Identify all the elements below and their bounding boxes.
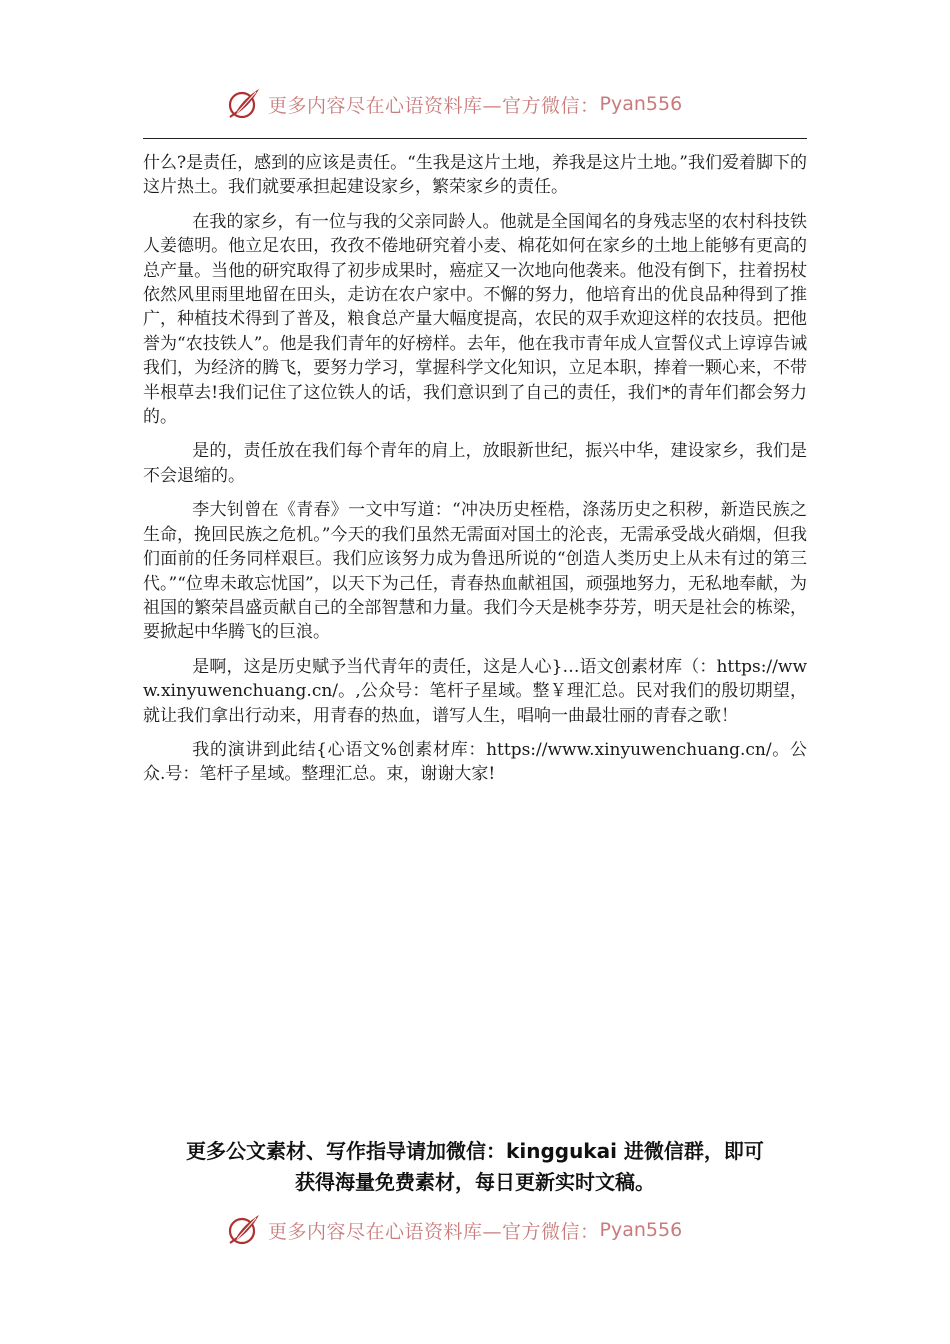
- paragraph: 是啊，这是历史赋予当代青年的责任，这是人心}…语文创素材库（：https://www.xinyuwenchuang.cn/。,公众号：笔杆子星域。整￥理汇总。民对我们的殷切期望，就让我们拿出行动来，用青春的热血，谱写人生，唱响一曲最壮丽的青春之歌！: [143, 656, 807, 726]
- footer-brand-id: Pyan556: [599, 1219, 683, 1241]
- header-divider: [143, 138, 807, 139]
- promo-line: 获得海量免费素材，每日更新实时文稿。: [295, 1170, 655, 1194]
- footer-brand-text: 更多内容尽在心语资料库—官方微信：: [268, 1220, 600, 1243]
- feather-pen-icon: [226, 86, 262, 122]
- paragraph: 什么?是责任，感到的应该是责任。“生我是这片土地，养我是这片土地。”我们爱着脚下的这片热土。我们就要承担起建设家乡，繁荣家乡的责任。: [143, 153, 807, 198]
- paragraph: 我的演讲到此结{心语文%创素材库：https://www.xinyuwenchuang.cn/。公众.号：笔杆子星域。整理汇总。束，谢谢大家!: [143, 739, 807, 785]
- header-brand-text: 更多内容尽在心语资料库—官方微信：: [268, 94, 600, 117]
- header-brand-id: Pyan556: [599, 93, 683, 115]
- footer-brand: [226, 1212, 746, 1248]
- paragraph: 在我的家乡，有一位与我的父亲同龄人。他就是全国闻名的身残志坚的农村科技铁人姜德明。他立足农田，孜孜不倦地研究着小麦、棉花如何在家乡的土地上能够有更高的总产量。当他的研究取得了初步成果时，癌症又一次地向他袭来。他没有倒下，拄着拐杖依然风里雨里地留在田头，走访在农户家中。不懈的努力，他培育出的优良品种得到了推广，种植技术得到了普及，粮食总产量大幅度提高，农民的双手欢迎这样的农技员。把他誉为“农技铁人”。他是我们青年的好榜样。去年，他在我市青年成人宣誓仪式上谆谆告诫我们，为经济的腾飞，要努力学习，掌握科学文化知识，立足本职，捧着一颗心来，不带半根草去!我们记住了这位铁人的话，我们意识到了自己的责任，我们*的青年们都会努力的。: [143, 211, 807, 428]
- paragraph: 李大钊曾在《青春》一文中写道：“冲决历史桎梏，涤荡历史之积秽，新造民族之生命，挽回民族之危机。”今天的我们虽然无需面对国土的沦丧，无需承受战火硝烟，但我们面前的任务同样艰巨。我们应该努力成为鲁迅所说的“创造人类历史上从未有过的第三代。”“位卑未敢忘忧国”，以天下为己任，青春热血献祖国，顽强地努力，无私地奉献，为祖国的繁荣昌盛贡献自己的全部智慧和力量。我们今天是桃李芬芳，明天是社会的栋梁，要掀起中华腾飞的巨浪。: [143, 500, 807, 643]
- promo-line: 更多公文素材、写作指导请加微信：kinggukai 进微信群，即可: [186, 1139, 764, 1163]
- header-brand: [226, 86, 746, 122]
- paragraph: 是的，责任放在我们每个青年的肩上，放眼新世纪，振兴中华，建设家乡，我们是不会退缩的。: [143, 441, 807, 486]
- promo-banner: [120, 1136, 830, 1198]
- feather-pen-icon: [226, 1212, 262, 1248]
- document-body: [143, 151, 807, 797]
